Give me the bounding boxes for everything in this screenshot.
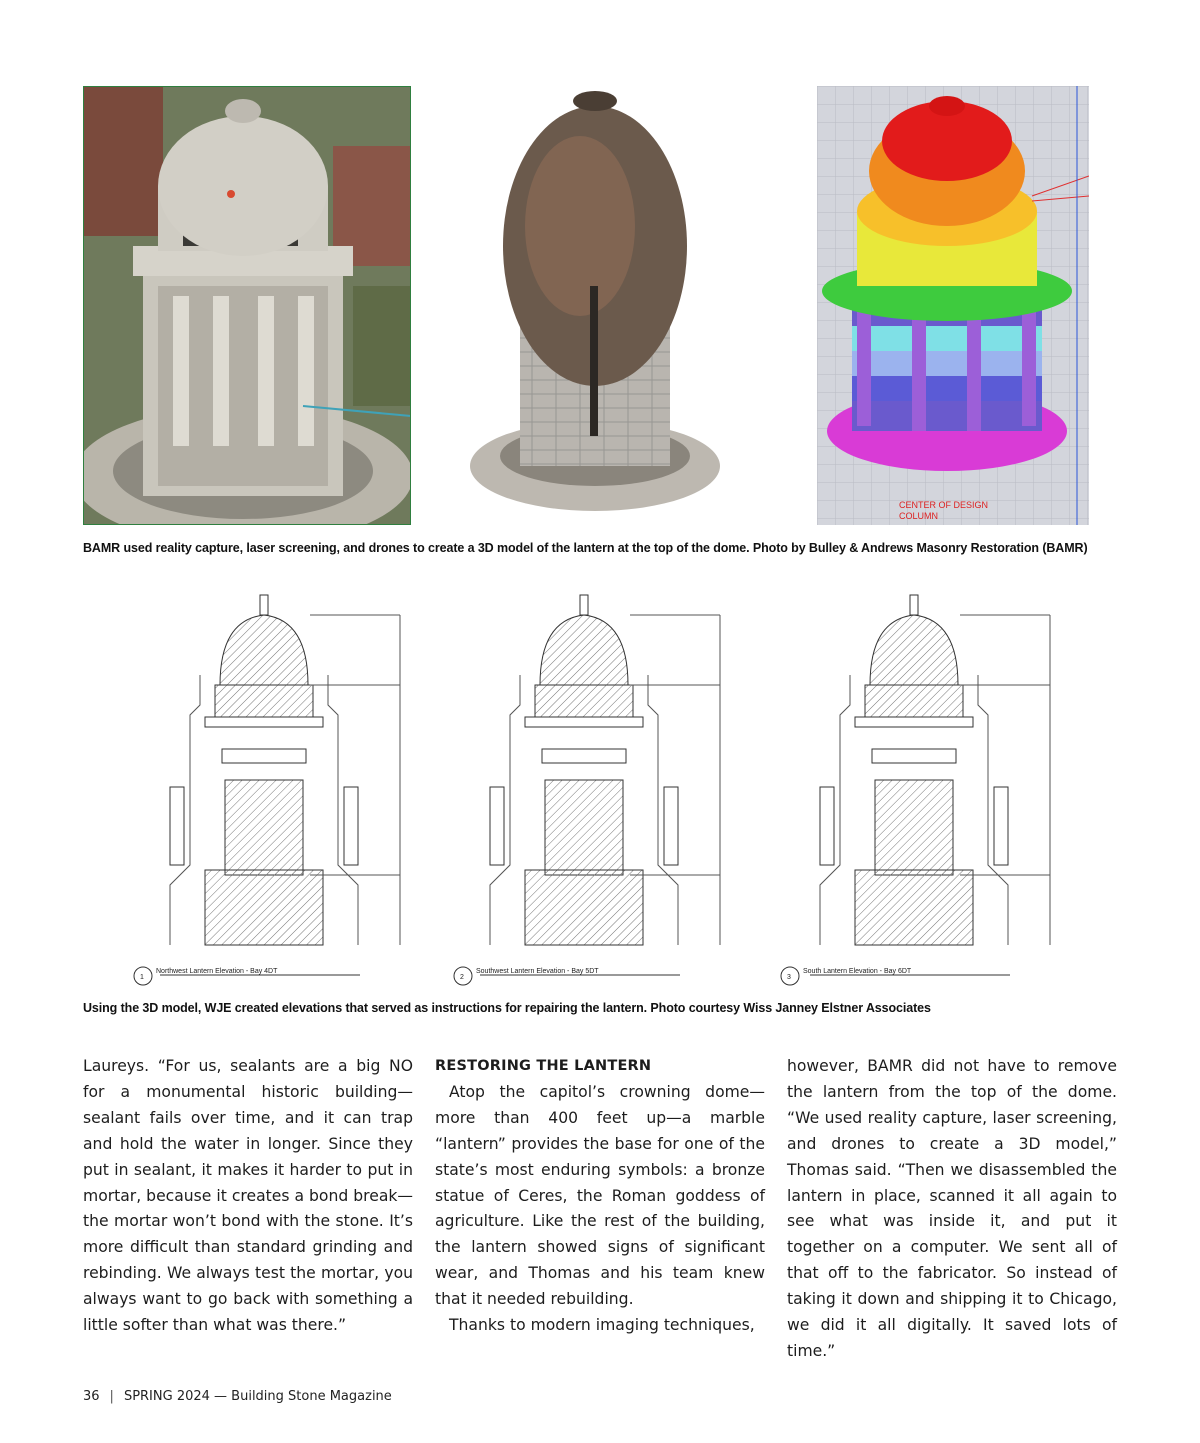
elevation-number-1: 1 <box>140 974 144 981</box>
point-cloud-scan-lantern-icon <box>460 86 730 525</box>
elevation-drawing-icon <box>120 565 1080 990</box>
issue-title: SPRING 2024 — Building Stone Magazine <box>123 1389 392 1404</box>
article-column-1 <box>83 1054 413 1339</box>
caption-top: BAMR used reality capture, laser screening, and drones to create a 3D model of the lantern at the top of the dome. Photo by Bulley & Andrews Masonry Restoration (BAMR) <box>83 541 1088 555</box>
footer-separator: | <box>109 1389 114 1404</box>
model-annotation-label-2: COLUMN <box>899 511 939 521</box>
point-cloud-scan-photo <box>460 86 730 525</box>
color-3d-model-photo <box>817 86 1089 525</box>
elevation-drawings <box>120 565 1080 990</box>
caption-bottom: Using the 3D model, WJE created elevations that served as instructions for repairing the lantern. Photo courtesy Wiss Janney Elstner Associates <box>83 1001 931 1015</box>
elevation-number-2: 2 <box>460 974 464 981</box>
elevation-number-3: 3 <box>787 974 791 981</box>
drone-photo-lantern-icon <box>83 86 411 525</box>
article-column-3 <box>787 1054 1117 1365</box>
page-footer <box>83 1389 392 1404</box>
article-paragraph: Laureys. “For us, sealants are a big NO for a monumental historic building—sealant fails over time, and it can trap and hold the water in longer. Since they put in sealant, it makes it harder to put in mortar, because it creates a bond break—the mortar won’t bond with the stone. It’s more difficult than standard grinding and rebinding. We always test the mortar, you always want to go back with something a little softer than what was there.” <box>83 1057 413 1335</box>
section-heading: RESTORING THE LANTERN <box>435 1058 652 1074</box>
article-paragraph: Thanks to modern imaging techniques, <box>449 1316 755 1335</box>
article-paragraph: however, BAMR did not have to remove the lantern from the top of the dome. “We used reality capture, laser screening, and drones to create a 3D model,” Thomas said. “Then we disassembled the lantern in place, scanned it all again to see what was inside it, and put it together on a computer. We sent all of that off to the fabricator. So instead of taking it down and shipping it to Chicago, we did it all digitally. It saved lots of time.” <box>787 1057 1117 1360</box>
elevation-title-2: Southwest Lantern Elevation - Bay 5DT <box>476 968 599 975</box>
model-annotation-label: CENTER OF DESIGN <box>899 500 989 510</box>
article-paragraph: Atop the capitol’s crowning dome—more than 400 feet up—a marble “lantern” provides the base for one of the state’s most enduring symbols: a bronze statue of Ceres, the Roman goddess of agriculture. Like the rest of the building, the lantern showed signs of significant wear, and Thomas and his team knew that it needed rebuilding. <box>435 1082 765 1309</box>
color-3d-model-lantern-icon <box>817 86 1089 525</box>
elevation-title-1: Northwest Lantern Elevation - Bay 4DT <box>156 968 278 975</box>
article-column-2 <box>435 1054 765 1339</box>
page-number: 36 <box>83 1389 100 1404</box>
elevation-title-3: South Lantern Elevation - Bay 6DT <box>803 968 912 975</box>
drone-photo <box>83 86 411 525</box>
